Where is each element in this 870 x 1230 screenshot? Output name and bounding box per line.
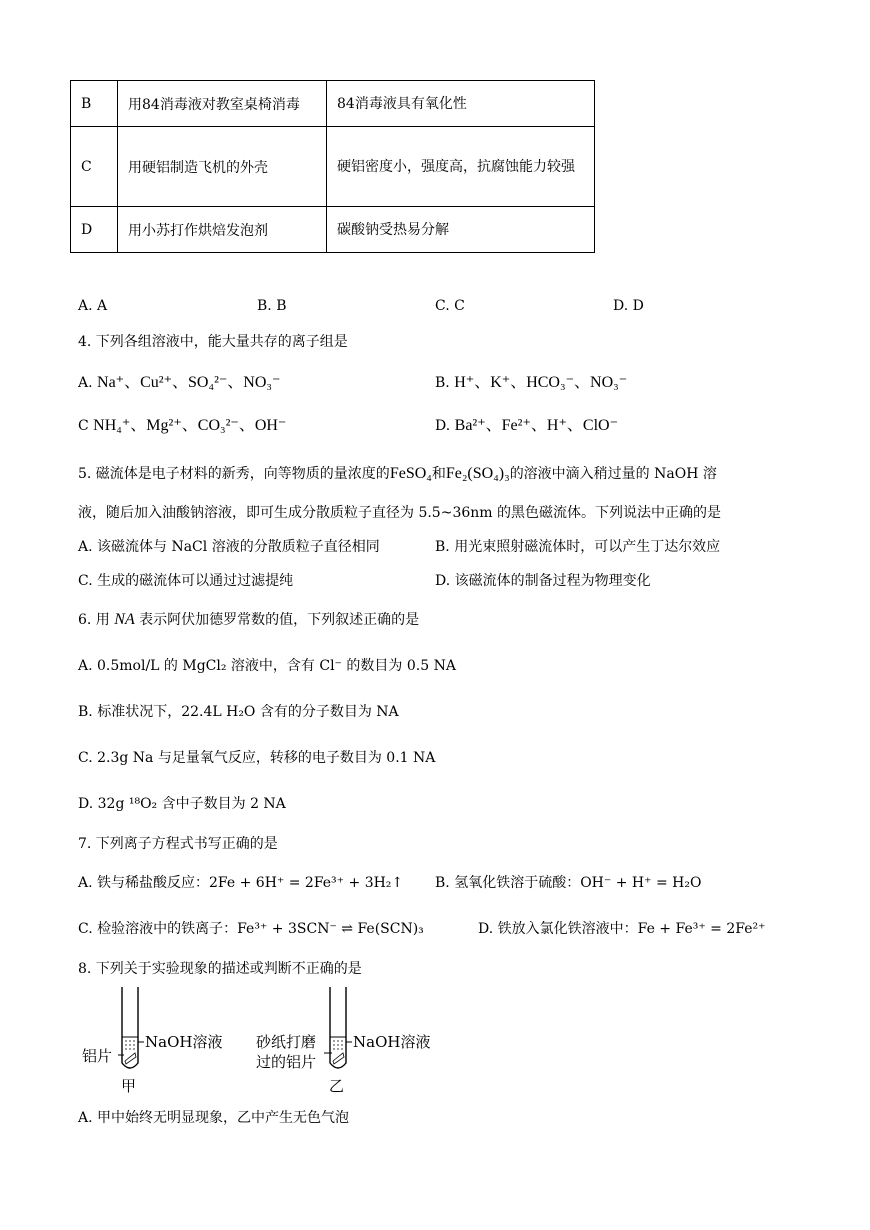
right-solution-label: NaOH溶液 <box>353 1033 431 1051</box>
stem-text: 6. 用 <box>78 612 110 628</box>
stem-text: 表示阿伏加德罗常数的值，下列叙述正确的是 <box>139 612 420 628</box>
q5-option-b: B. 用光束照射磁流体时，可以产生丁达尔效应 <box>435 539 721 555</box>
row-label: D <box>71 207 118 253</box>
q7-stem: 7. 下列离子方程式书写正确的是 <box>78 836 278 852</box>
ion-list: H⁺、K⁺、HCO₃⁻、NO₃⁻ <box>454 374 628 391</box>
right-sheet-label-1: 砂纸打磨 <box>256 1033 317 1051</box>
polished-aluminum-sheet-icon <box>333 1053 344 1064</box>
row-application: 用硬铝制造飞机的外壳 <box>118 127 327 207</box>
ion-list: Na⁺、Cu²⁺、SO₄²⁻、NO₃⁻ <box>97 374 281 391</box>
q6-stem <box>78 609 419 629</box>
q5-option-c: C. 生成的磁流体可以通过过滤提纯 <box>78 573 294 589</box>
row-application: 用小苏打作烘焙发泡剂 <box>118 207 327 253</box>
q4-option-c <box>78 412 286 435</box>
row-reason: 84消毒液具有氧化性 <box>327 81 595 127</box>
row-reason: 碳酸钠受热易分解 <box>327 207 595 253</box>
q6-option-b: B. 标准状况下，22.4L H₂O 含有的分子数目为 NA <box>78 704 399 720</box>
ion-list: NH₄⁺、Mg²⁺、CO₃²⁻、OH⁻ <box>93 417 287 434</box>
options-table <box>70 80 595 253</box>
test-tube-right <box>324 987 352 1068</box>
left-tube-name: 甲 <box>121 1077 137 1095</box>
q6-option-c: C. 2.3g Na 与足量氧气反应，转移的电子数目为 0.1 NA <box>78 750 436 766</box>
row-application: 用84消毒液对教室桌椅消毒 <box>118 81 327 127</box>
q8-stem: 8. 下列关于实验现象的描述或判断不正确的是 <box>78 961 362 977</box>
q4-option-d <box>435 412 618 435</box>
q3-option-b: B. B <box>257 298 287 314</box>
q5-stem-line1 <box>78 463 717 483</box>
q4-option-a <box>78 369 280 392</box>
q5-stem-line2: 液，随后加入油酸钠溶液，即可生成分散质粒子直径为 5.5~36nm 的黑色磁流体。下列说法中正确的是 <box>78 505 721 521</box>
option-prefix: D. <box>435 418 451 434</box>
option-prefix: C <box>78 418 89 434</box>
avogadro-symbol: NA <box>114 611 135 628</box>
q5-option-d: D. 该磁流体的制备过程为物理变化 <box>435 573 651 589</box>
left-sheet-label: 铝片 <box>82 1047 113 1065</box>
q7-option-a: A. 铁与稀盐酸反应：2Fe + 6H⁺ = 2Fe³⁺ + 3H₂↑ <box>78 875 404 891</box>
q5-option-a: A. 该磁流体与 NaCl 溶液的分散质粒子直径相同 <box>78 539 380 555</box>
q6-option-d: D. 32g ¹⁸O₂ 含中子数目为 2 NA <box>78 796 286 812</box>
q4-option-b <box>435 369 627 392</box>
formula-feso4: FeSO₄ <box>389 465 432 482</box>
right-tube-name: 乙 <box>329 1077 345 1095</box>
test-tube-figure <box>78 985 438 1095</box>
q7-option-c: C. 检验溶液中的铁离子：Fe³⁺ + 3SCN⁻ ⇌ Fe(SCN)₃ <box>78 921 424 937</box>
row-label: C <box>71 127 118 207</box>
q3-option-a: A. A <box>78 298 108 314</box>
option-prefix: A. <box>78 375 93 391</box>
table-row <box>71 127 595 207</box>
option-prefix: B. <box>435 375 450 391</box>
stem-text: 的溶液中滴入稍过量的 NaOH 溶 <box>509 466 717 482</box>
stem-text: 和 <box>431 466 446 482</box>
test-tube-left <box>118 987 144 1068</box>
row-label: B <box>71 81 118 127</box>
q4-stem: 4. 下列各组溶液中，能大量共存的离子组是 <box>78 334 348 350</box>
q6-option-a: A. 0.5mol/L 的 MgCl₂ 溶液中，含有 Cl⁻ 的数目为 0.5 NA <box>78 658 456 674</box>
table-row <box>71 207 595 253</box>
right-sheet-label-2: 过的铝片 <box>256 1053 317 1071</box>
q7-option-b: B. 氢氧化铁溶于硫酸：OH⁻ + H⁺ = H₂O <box>435 875 702 891</box>
left-solution-label: NaOH溶液 <box>145 1033 223 1051</box>
aluminum-sheet-icon <box>125 1053 136 1064</box>
stem-text: 5. 磁流体是电子材料的新秀，向等物质的量浓度的 <box>78 466 390 482</box>
table-row <box>71 81 595 127</box>
row-reason: 硬铝密度小，强度高，抗腐蚀能力较强 <box>327 127 595 207</box>
q7-option-d: D. 铁放入氯化铁溶液中：Fe + Fe³⁺ = 2Fe²⁺ <box>478 921 766 937</box>
q3-option-d: D. D <box>613 298 644 314</box>
q8-option-a: A. 甲中始终无明显现象，乙中产生无色气泡 <box>78 1110 350 1126</box>
formula-fe2so43: Fe₂(SO₄)₃ <box>445 465 510 482</box>
ion-list: Ba²⁺、Fe²⁺、H⁺、ClO⁻ <box>454 417 619 434</box>
q3-option-c: C. C <box>435 298 465 314</box>
